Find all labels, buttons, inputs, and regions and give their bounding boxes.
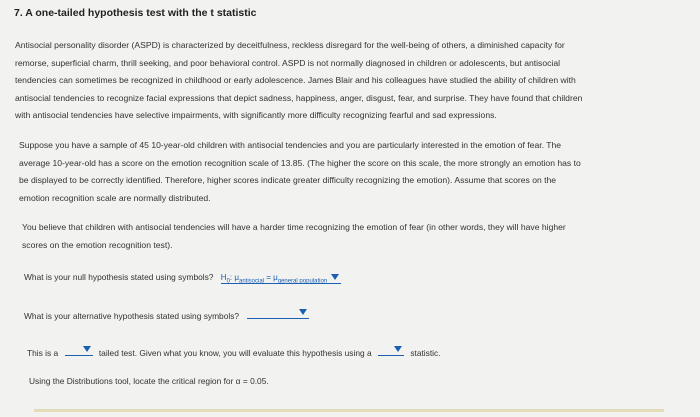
paragraph-sample-scenario (19, 137, 581, 207)
paragraph-aspd-background (15, 37, 582, 125)
statistic-type-dropdown[interactable] (378, 344, 404, 356)
paragraph-belief (22, 219, 566, 254)
null-hypothesis-selected: $H_0$: $\mu_{antisocial} = \mu_{general population}$ (220, 273, 328, 285)
alt-hypothesis-dropdown[interactable] (247, 307, 309, 319)
paragraph-line: tendencies can sometimes be recognized in childhood or early adolescence. James Blair and his colleagues have studied the ability of children with (15, 75, 576, 86)
paragraph-line: Antisocial personality disorder (ASPD) is characterized by deceitfulness, reckless disregard for the well-being of others, a diminished capacity for (15, 40, 565, 50)
mu-general-subscript: general population (277, 278, 328, 285)
alt-hypothesis-question (24, 307, 309, 321)
null-hypothesis-question (24, 272, 341, 284)
chevron-down-icon (331, 274, 339, 280)
hypothesis-h-label: H (220, 273, 227, 282)
paragraph-line: be displayed to be correctly identified. Therefore, higher scores indicate greater difficulty recognizing the emotion). Assume that scores on the (19, 175, 557, 186)
distributions-instruction: Using the Distributions tool, locate the critical region for α = 0.05. (29, 376, 269, 386)
chevron-down-icon (299, 309, 307, 315)
paragraph-line: remorse, superficial charm, thrill seeking, and poor behavioral control. ASPD is not normally diagnosed in children or adolescents, but antisocial (15, 57, 561, 68)
paragraph-line: emotion recognition scale are normally distributed. (19, 192, 211, 203)
tail-question (27, 344, 441, 358)
mu-antisocial-subscript: antisocial (238, 278, 264, 285)
null-hypothesis-dropdown[interactable] (221, 272, 341, 284)
paragraph-line: scores on the emotion recognition test). (22, 239, 173, 250)
question-title: 7. A one-tailed hypothesis test with the t statistic (14, 7, 257, 19)
hypothesis-h-subscript: 0 (226, 278, 230, 285)
tail-suffix: statistic. (410, 348, 441, 358)
paragraph-line: You believe that children with antisocial tendencies will have a harder time recognizing the emotion of fear (in other words, they will have higher (22, 222, 566, 232)
paragraph-line: antisocial tendencies to recognize facial expressions that depict sadness, happiness, anger, disgust, fear, and surprise. They have found that children (15, 92, 583, 103)
chevron-down-icon (83, 346, 91, 352)
paragraph-line: with antisocial tendencies have selective impairments, with significantly more difficulty recognizing fearful and sad expressions. (15, 110, 497, 121)
distributions-tool-top-edge (34, 409, 664, 412)
alt-hypothesis-prompt: What is your alternative hypothesis stated using symbols? (24, 311, 240, 321)
chevron-down-icon (394, 346, 402, 352)
paragraph-line: average 10-year-old has a score on the emotion recognition scale of 13.85. (The higher the score on this scale, the more strongly an emotion has to (19, 157, 581, 168)
hypothesis-relation: = (266, 273, 271, 282)
tail-type-dropdown[interactable] (65, 344, 93, 356)
null-hypothesis-prompt: What is your null hypothesis stated using symbols? (24, 272, 214, 282)
paragraph-line: Suppose you have a sample of 45 10-year-old children with antisocial tendencies and you are particularly interested in the emotion of fear. The (19, 140, 562, 150)
tail-middle-text: tailed test. Given what you know, you will evaluate this hypothesis using a (98, 348, 372, 358)
tail-prefix: This is a (27, 348, 59, 358)
